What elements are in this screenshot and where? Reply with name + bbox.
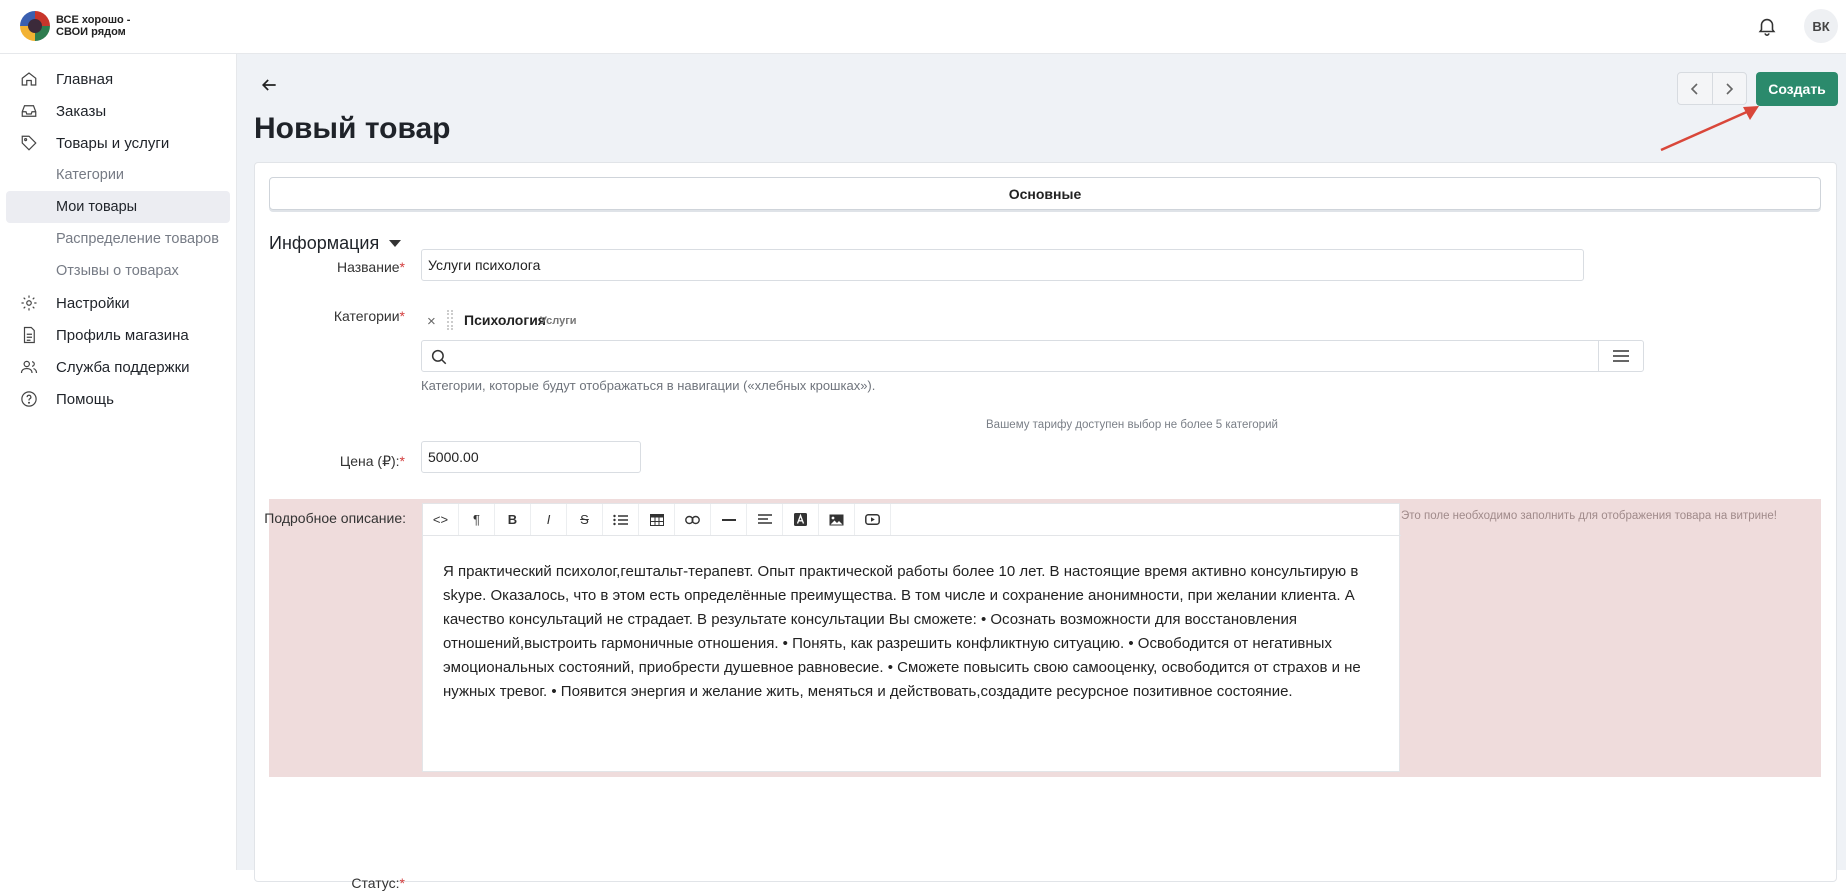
categories-label-text: Категории bbox=[333, 308, 400, 324]
sidebar-item-distribution[interactable] bbox=[6, 223, 230, 255]
logo-mark-icon bbox=[20, 11, 50, 41]
insert-image-button[interactable] bbox=[819, 504, 855, 535]
insert-video-button[interactable] bbox=[855, 504, 891, 535]
category-chip-parent: Услуги bbox=[540, 315, 577, 327]
font-color-icon bbox=[794, 513, 807, 526]
sidebar-item-label: Настройки bbox=[56, 294, 130, 312]
annotation-arrow-icon bbox=[1657, 101, 1767, 153]
sidebar-item-label: Главная bbox=[56, 70, 114, 88]
bullet-list-icon bbox=[613, 514, 628, 526]
description-warning: Это поле необходимо заполнить для отображения товара на витрине! bbox=[1401, 510, 1777, 522]
sidebar-item-orders[interactable] bbox=[6, 95, 230, 127]
description-editor-content[interactable]: Я практический психолог,гештальт-терапевт. Опыт практической работы более 10 лет. В настоящие время активно консультирую в skype. Оказалось, что в этом есть определённые преимущества. В том числе и сохранение анонимности, при желании клиента. А качество консультаций не страдает. В результате консультации Вы сможете: • Осознать возможности для восстановления отношений,выстроить гармоничные отношения. • Понять, как разрешить конфликтную ситуацию. • Освободится от негативных эмоциональных состояний, приобрести душевное равновесие. • Сможете повысить свою самооценку, освободится от страхов и не нужных тревог. • Появится энергия и желание жить, меняться и действовать,создадите ресурсное позитивное состояние. bbox=[443, 563, 1361, 700]
create-button[interactable]: Создать bbox=[1756, 72, 1838, 106]
sidebar-item-home[interactable] bbox=[6, 63, 230, 95]
sidebar-item-my-products[interactable] bbox=[6, 191, 230, 223]
font-color-button[interactable] bbox=[783, 504, 819, 535]
tab-main[interactable]: Основные bbox=[269, 177, 1821, 210]
page-title: Новый товар bbox=[254, 112, 451, 145]
align-button[interactable] bbox=[747, 504, 783, 535]
horizontal-rule-button[interactable] bbox=[711, 504, 747, 535]
price-input[interactable]: 5000.00 bbox=[421, 441, 641, 473]
sidebar-item-label: Профиль магазина bbox=[56, 326, 189, 344]
sidebar-item-help[interactable] bbox=[6, 383, 230, 415]
category-search-input[interactable] bbox=[421, 340, 1644, 372]
code-icon: <> bbox=[432, 512, 449, 527]
sidebar-item-settings[interactable] bbox=[6, 287, 230, 319]
bold-button[interactable] bbox=[495, 504, 531, 535]
section-title: Информация bbox=[269, 233, 380, 253]
italic-button[interactable] bbox=[531, 504, 567, 535]
editor-toolbar bbox=[423, 504, 1401, 536]
italic-icon: I bbox=[546, 512, 551, 527]
sidebar-item-store-profile[interactable] bbox=[6, 319, 230, 351]
price-label-text: Цена (₽): bbox=[339, 453, 400, 469]
chevron-left-icon bbox=[1689, 82, 1701, 96]
inbox-icon bbox=[20, 102, 38, 120]
name-label-text: Название bbox=[336, 259, 400, 275]
description-label: Подробное описание: bbox=[264, 510, 406, 526]
drag-handle-icon[interactable] bbox=[447, 310, 453, 330]
gear-icon bbox=[20, 294, 38, 312]
status-label: Статус:* bbox=[351, 875, 405, 891]
category-chip-name: Психология bbox=[464, 312, 546, 328]
strikethrough-icon: S bbox=[580, 512, 589, 527]
help-icon bbox=[20, 390, 38, 408]
bell-icon[interactable] bbox=[1756, 14, 1778, 38]
prev-button[interactable] bbox=[1678, 73, 1712, 104]
video-icon bbox=[865, 514, 880, 525]
status-label-text: Статус: bbox=[351, 875, 400, 891]
paragraph-icon: ¶ bbox=[473, 512, 480, 527]
document-icon bbox=[20, 326, 38, 344]
avatar[interactable]: ВК bbox=[1804, 9, 1838, 43]
name-label: Название* bbox=[336, 259, 405, 275]
section-info-toggle[interactable] bbox=[269, 233, 401, 254]
bold-icon: B bbox=[507, 512, 518, 527]
table-button[interactable] bbox=[639, 504, 675, 535]
remove-category-icon[interactable]: × bbox=[427, 313, 436, 330]
align-left-icon bbox=[758, 514, 772, 526]
sidebar-item-products[interactable] bbox=[6, 127, 230, 159]
strikethrough-button[interactable] bbox=[567, 504, 603, 535]
categories-hint: Категории, которые будут отображаться в навигации («хлебных крошках»). bbox=[421, 378, 876, 393]
brand-line1: ВСЕ хорошо - bbox=[56, 14, 131, 26]
categories-label: Категории* bbox=[333, 308, 405, 324]
brand-text bbox=[56, 14, 130, 38]
description-editor bbox=[422, 503, 1400, 772]
horizontal-rule-icon bbox=[722, 518, 736, 522]
sidebar-item-label: Служба поддержки bbox=[56, 358, 190, 376]
sidebar-item-label: Распределение товаров bbox=[56, 231, 219, 247]
brand-line2: СВОИ рядом bbox=[56, 26, 126, 38]
code-view-button[interactable] bbox=[423, 504, 459, 535]
link-button[interactable] bbox=[675, 504, 711, 535]
tag-icon bbox=[20, 134, 38, 152]
sidebar-item-label: Отзывы о товарах bbox=[56, 263, 179, 279]
main-content bbox=[237, 54, 1846, 891]
home-icon bbox=[20, 70, 38, 88]
caret-down-icon bbox=[389, 240, 401, 247]
top-bar bbox=[0, 0, 1846, 54]
name-input[interactable]: Услуги психолога bbox=[421, 249, 1584, 281]
image-icon bbox=[829, 514, 844, 526]
product-form-card bbox=[254, 162, 1837, 891]
link-icon bbox=[685, 515, 700, 525]
sidebar-item-support[interactable] bbox=[6, 351, 230, 383]
sidebar-item-label: Категории bbox=[56, 167, 125, 183]
back-arrow-icon[interactable] bbox=[259, 75, 279, 95]
table-icon bbox=[650, 514, 664, 526]
price-label: Цена (₽):* bbox=[339, 453, 405, 469]
bullet-list-button[interactable] bbox=[603, 504, 639, 535]
list-icon bbox=[1612, 349, 1630, 363]
sidebar bbox=[0, 54, 237, 870]
next-button[interactable] bbox=[1712, 73, 1746, 104]
sidebar-item-label: Мои товары bbox=[56, 199, 138, 215]
sidebar-item-reviews[interactable] bbox=[6, 255, 230, 287]
categories-limit-note: Вашему тарифу доступен выбор не более 5 категорий bbox=[986, 419, 1278, 431]
search-icon bbox=[430, 348, 448, 366]
description-row bbox=[264, 499, 1821, 777]
brand-logo[interactable] bbox=[20, 11, 130, 41]
paragraph-button[interactable] bbox=[459, 504, 495, 535]
sidebar-item-label: Товары и услуги bbox=[56, 134, 170, 152]
category-list-button[interactable] bbox=[1598, 341, 1643, 371]
sidebar-item-label: Помощь bbox=[56, 390, 114, 408]
users-icon bbox=[20, 358, 38, 376]
sidebar-item-label: Заказы bbox=[56, 102, 107, 120]
chevron-right-icon bbox=[1723, 82, 1735, 96]
sidebar-item-categories[interactable] bbox=[6, 159, 230, 191]
